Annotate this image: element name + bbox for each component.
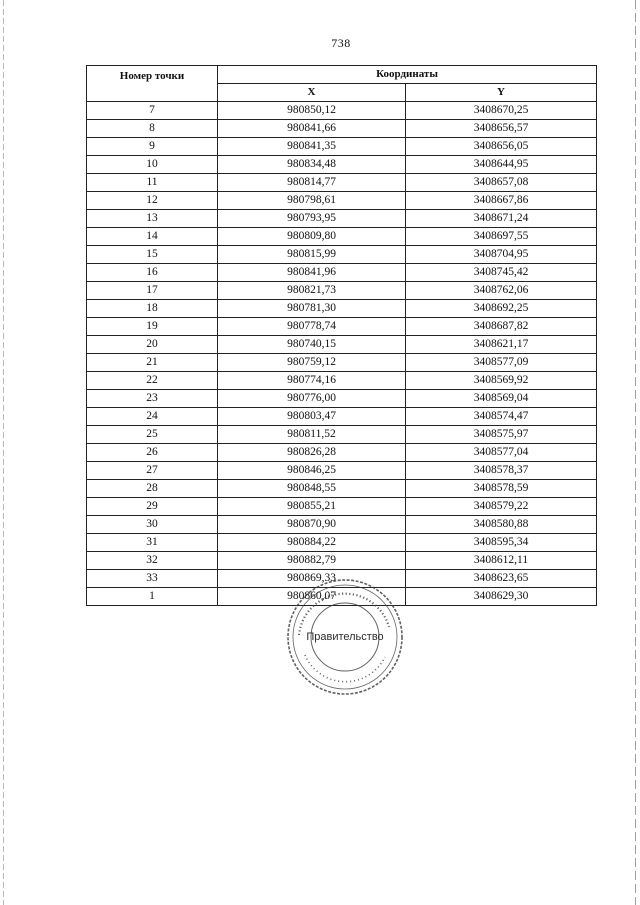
table-header — [87, 66, 597, 102]
x-coordinate-cell: 980778,74 — [218, 318, 406, 336]
point-number-cell: 33 — [87, 570, 218, 588]
table-row — [87, 102, 597, 120]
point-number-cell: 12 — [87, 192, 218, 210]
x-coordinate-cell: 980869,33 — [218, 570, 406, 588]
y-coordinate-cell: 3408670,25 — [406, 102, 597, 120]
x-coordinate-cell: 980776,00 — [218, 390, 406, 408]
x-coordinate-cell: 980809,80 — [218, 228, 406, 246]
table-row — [87, 228, 597, 246]
y-coordinate-cell: 3408704,95 — [406, 246, 597, 264]
y-coordinate-cell: 3408569,92 — [406, 372, 597, 390]
y-coordinate-cell: 3408578,37 — [406, 462, 597, 480]
x-coordinate-cell: 980870,90 — [218, 516, 406, 534]
table-row — [87, 426, 597, 444]
table-row — [87, 120, 597, 138]
x-coordinate-cell: 980821,73 — [218, 282, 406, 300]
table-row — [87, 516, 597, 534]
x-coordinate-cell: 980826,28 — [218, 444, 406, 462]
point-number-cell: 18 — [87, 300, 218, 318]
y-coordinate-cell: 3408623,65 — [406, 570, 597, 588]
table-row — [87, 570, 597, 588]
point-number-cell: 23 — [87, 390, 218, 408]
y-coordinate-cell: 3408629,30 — [406, 588, 597, 606]
x-coordinate-cell: 980793,95 — [218, 210, 406, 228]
x-coordinate-cell: 980811,52 — [218, 426, 406, 444]
x-coordinate-cell: 980815,99 — [218, 246, 406, 264]
table-row — [87, 408, 597, 426]
table-body — [87, 102, 597, 606]
stamp-center-text: Правительство — [306, 631, 384, 643]
y-coordinate-cell: 3408621,17 — [406, 336, 597, 354]
table-row — [87, 588, 597, 606]
table-row — [87, 282, 597, 300]
x-coordinate-cell: 980841,66 — [218, 120, 406, 138]
table-row — [87, 336, 597, 354]
x-coordinate-cell: 980846,25 — [218, 462, 406, 480]
table-row — [87, 264, 597, 282]
header-x: X — [218, 84, 406, 102]
table-row — [87, 534, 597, 552]
y-coordinate-cell: 3408745,42 — [406, 264, 597, 282]
point-number-cell: 9 — [87, 138, 218, 156]
y-coordinate-cell: 3408595,34 — [406, 534, 597, 552]
point-number-cell: 10 — [87, 156, 218, 174]
x-coordinate-cell: 980834,48 — [218, 156, 406, 174]
x-coordinate-cell: 980740,15 — [218, 336, 406, 354]
table-row — [87, 372, 597, 390]
table-row — [87, 174, 597, 192]
table-row — [87, 210, 597, 228]
table-row — [87, 246, 597, 264]
x-coordinate-cell: 980860,07 — [218, 588, 406, 606]
x-coordinate-cell: 980798,61 — [218, 192, 406, 210]
x-coordinate-cell: 980850,12 — [218, 102, 406, 120]
point-number-cell: 20 — [87, 336, 218, 354]
point-number-cell: 14 — [87, 228, 218, 246]
point-number-cell: 13 — [87, 210, 218, 228]
y-coordinate-cell: 3408577,09 — [406, 354, 597, 372]
x-coordinate-cell: 980884,22 — [218, 534, 406, 552]
table-header-row-1 — [87, 66, 597, 84]
point-number-cell: 24 — [87, 408, 218, 426]
point-number-cell: 32 — [87, 552, 218, 570]
x-coordinate-cell: 980841,96 — [218, 264, 406, 282]
x-coordinate-cell: 980841,35 — [218, 138, 406, 156]
table-row — [87, 300, 597, 318]
table-row — [87, 480, 597, 498]
table-row — [87, 498, 597, 516]
point-number-cell: 21 — [87, 354, 218, 372]
table-row — [87, 318, 597, 336]
point-number-cell: 17 — [87, 282, 218, 300]
y-coordinate-cell: 3408656,57 — [406, 120, 597, 138]
point-number-cell: 1 — [87, 588, 218, 606]
point-number-cell: 7 — [87, 102, 218, 120]
coordinates-table — [86, 65, 597, 606]
y-coordinate-cell: 3408574,47 — [406, 408, 597, 426]
y-coordinate-cell: 3408579,22 — [406, 498, 597, 516]
y-coordinate-cell: 3408657,08 — [406, 174, 597, 192]
y-coordinate-cell: 3408671,24 — [406, 210, 597, 228]
x-coordinate-cell: 980781,30 — [218, 300, 406, 318]
table-row — [87, 156, 597, 174]
point-number-cell: 25 — [87, 426, 218, 444]
header-y: Y — [406, 84, 597, 102]
x-coordinate-cell: 980855,21 — [218, 498, 406, 516]
point-number-cell: 29 — [87, 498, 218, 516]
point-number-cell: 22 — [87, 372, 218, 390]
y-coordinate-cell: 3408578,59 — [406, 480, 597, 498]
x-coordinate-cell: 980882,79 — [218, 552, 406, 570]
scan-edge-right — [635, 0, 636, 905]
point-number-cell: 27 — [87, 462, 218, 480]
table-row — [87, 192, 597, 210]
x-coordinate-cell: 980759,12 — [218, 354, 406, 372]
y-coordinate-cell: 3408569,04 — [406, 390, 597, 408]
y-coordinate-cell: 3408687,82 — [406, 318, 597, 336]
x-coordinate-cell: 980774,16 — [218, 372, 406, 390]
point-number-cell: 8 — [87, 120, 218, 138]
table-row — [87, 390, 597, 408]
scan-edge-left — [3, 0, 4, 905]
x-coordinate-cell: 980814,77 — [218, 174, 406, 192]
table-row — [87, 444, 597, 462]
table-row — [87, 552, 597, 570]
y-coordinate-cell: 3408644,95 — [406, 156, 597, 174]
table-row — [87, 138, 597, 156]
y-coordinate-cell: 3408575,97 — [406, 426, 597, 444]
y-coordinate-cell: 3408656,05 — [406, 138, 597, 156]
point-number-cell: 31 — [87, 534, 218, 552]
point-number-cell: 11 — [87, 174, 218, 192]
y-coordinate-cell: 3408762,06 — [406, 282, 597, 300]
x-coordinate-cell: 980803,47 — [218, 408, 406, 426]
x-coordinate-cell: 980848,55 — [218, 480, 406, 498]
point-number-cell: 19 — [87, 318, 218, 336]
point-number-cell: 15 — [87, 246, 218, 264]
y-coordinate-cell: 3408692,25 — [406, 300, 597, 318]
page-number: 738 — [331, 36, 351, 50]
point-number-cell: 16 — [87, 264, 218, 282]
point-number-cell: 28 — [87, 480, 218, 498]
y-coordinate-cell: 3408577,04 — [406, 444, 597, 462]
point-number-cell: 26 — [87, 444, 218, 462]
table-row — [87, 354, 597, 372]
point-number-cell: 30 — [87, 516, 218, 534]
table-row — [87, 462, 597, 480]
y-coordinate-cell: 3408667,86 — [406, 192, 597, 210]
header-coordinates: Координаты — [218, 66, 597, 84]
header-point-number: Номер точки — [87, 66, 218, 102]
y-coordinate-cell: 3408612,11 — [406, 552, 597, 570]
y-coordinate-cell: 3408580,88 — [406, 516, 597, 534]
y-coordinate-cell: 3408697,55 — [406, 228, 597, 246]
